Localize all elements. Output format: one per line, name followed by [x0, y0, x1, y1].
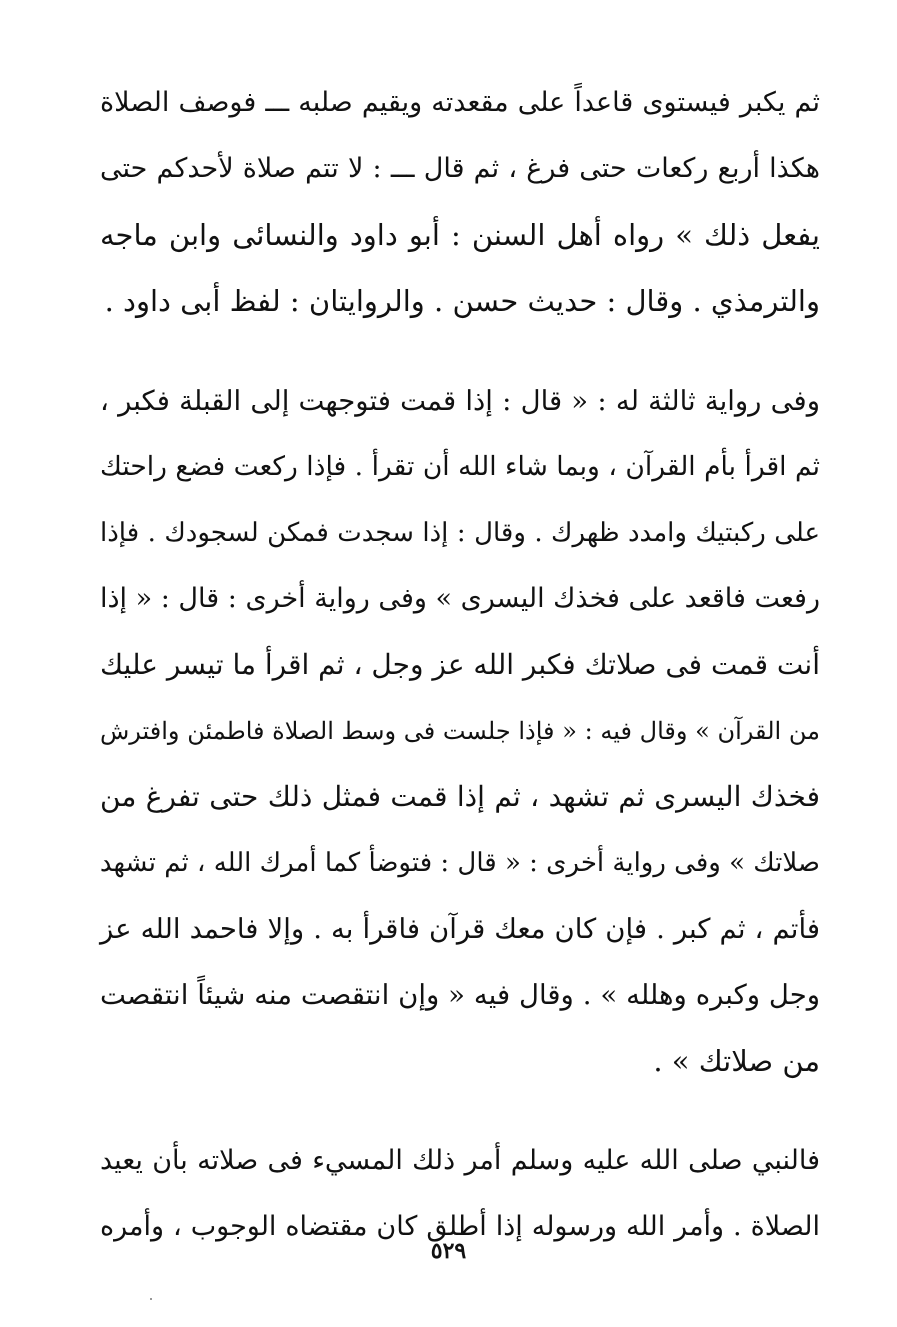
text-line: الصلاة . وأمر الله ورسوله إذا أطلق كان مقتضاه الوجوب ، وأمره	[100, 1211, 820, 1242]
paragraph-1	[100, 70, 820, 334]
text-line: والترمذي . وقال : حديث حسن . والروايتان : لفظ أبى داود .	[104, 284, 820, 318]
text-line: وجل وكبره وهلله » . وقال فيه « وإن انتقصت منه شيئاً انتقصت	[100, 979, 820, 1011]
text-line: من القرآن » وقال فيه : « فإذا جلست فى وسط الصلاة فاطمئن وافترش	[100, 717, 820, 745]
text-line: هكذا أربع ركعات حتى فرغ ، ثم قال ـــ : لا تتم صلاة لأحدكم حتى	[100, 153, 820, 184]
text-line: ثم اقرأ بأم القرآن ، وبما شاء الله أن تقرأ . فإذا ركعت فضع راحتك	[100, 451, 820, 482]
text-line: صلاتك » وفى رواية أخرى : « قال : فتوضأ كما أمرك الله ، ثم تشهد	[99, 848, 820, 878]
scan-speck	[150, 1298, 152, 1300]
text-line: فالنبي صلى الله عليه وسلم أمر ذلك المسيء فى صلاته بأن يعيد	[100, 1145, 820, 1176]
paragraph-2	[100, 368, 820, 1094]
text-line: على ركبتيك وامدد ظهرك . وقال : إذا سجدت فمكن لسجودك . فإذا	[100, 518, 820, 548]
text-line: ثم يكبر فيستوى قاعداً على مقعدته ويقيم صلبه ـــ فوصف الصلاة	[100, 87, 820, 118]
text-line: رفعت فاقعد على فخذك اليسرى » وفى رواية أخرى : قال : « إذا	[100, 583, 820, 614]
page-number: ٥٢٩	[430, 1238, 467, 1264]
text-line: يفعل ذلك » رواه أهل السنن : أبو داود والنسائى وابن ماجه	[100, 218, 820, 252]
text-line: من صلاتك » .	[653, 1044, 820, 1078]
page-body	[100, 70, 820, 1260]
text-line: فأتم ، ثم كبر . فإن كان معك قرآن فاقرأ به . وإلا فاحمد الله عز	[100, 913, 820, 945]
text-line: فخذك اليسرى ثم تشهد ، ثم إذا قمت فمثل ذلك حتى تفرغ من	[100, 780, 820, 813]
text-line: أنت قمت فى صلاتك فكبر الله عز وجل ، ثم اقرأ ما تيسر عليك	[99, 648, 820, 681]
text-line: وفى رواية ثالثة له : « قال : إذا قمت فتوجهت إلى القبلة فكبر ،	[100, 385, 820, 417]
